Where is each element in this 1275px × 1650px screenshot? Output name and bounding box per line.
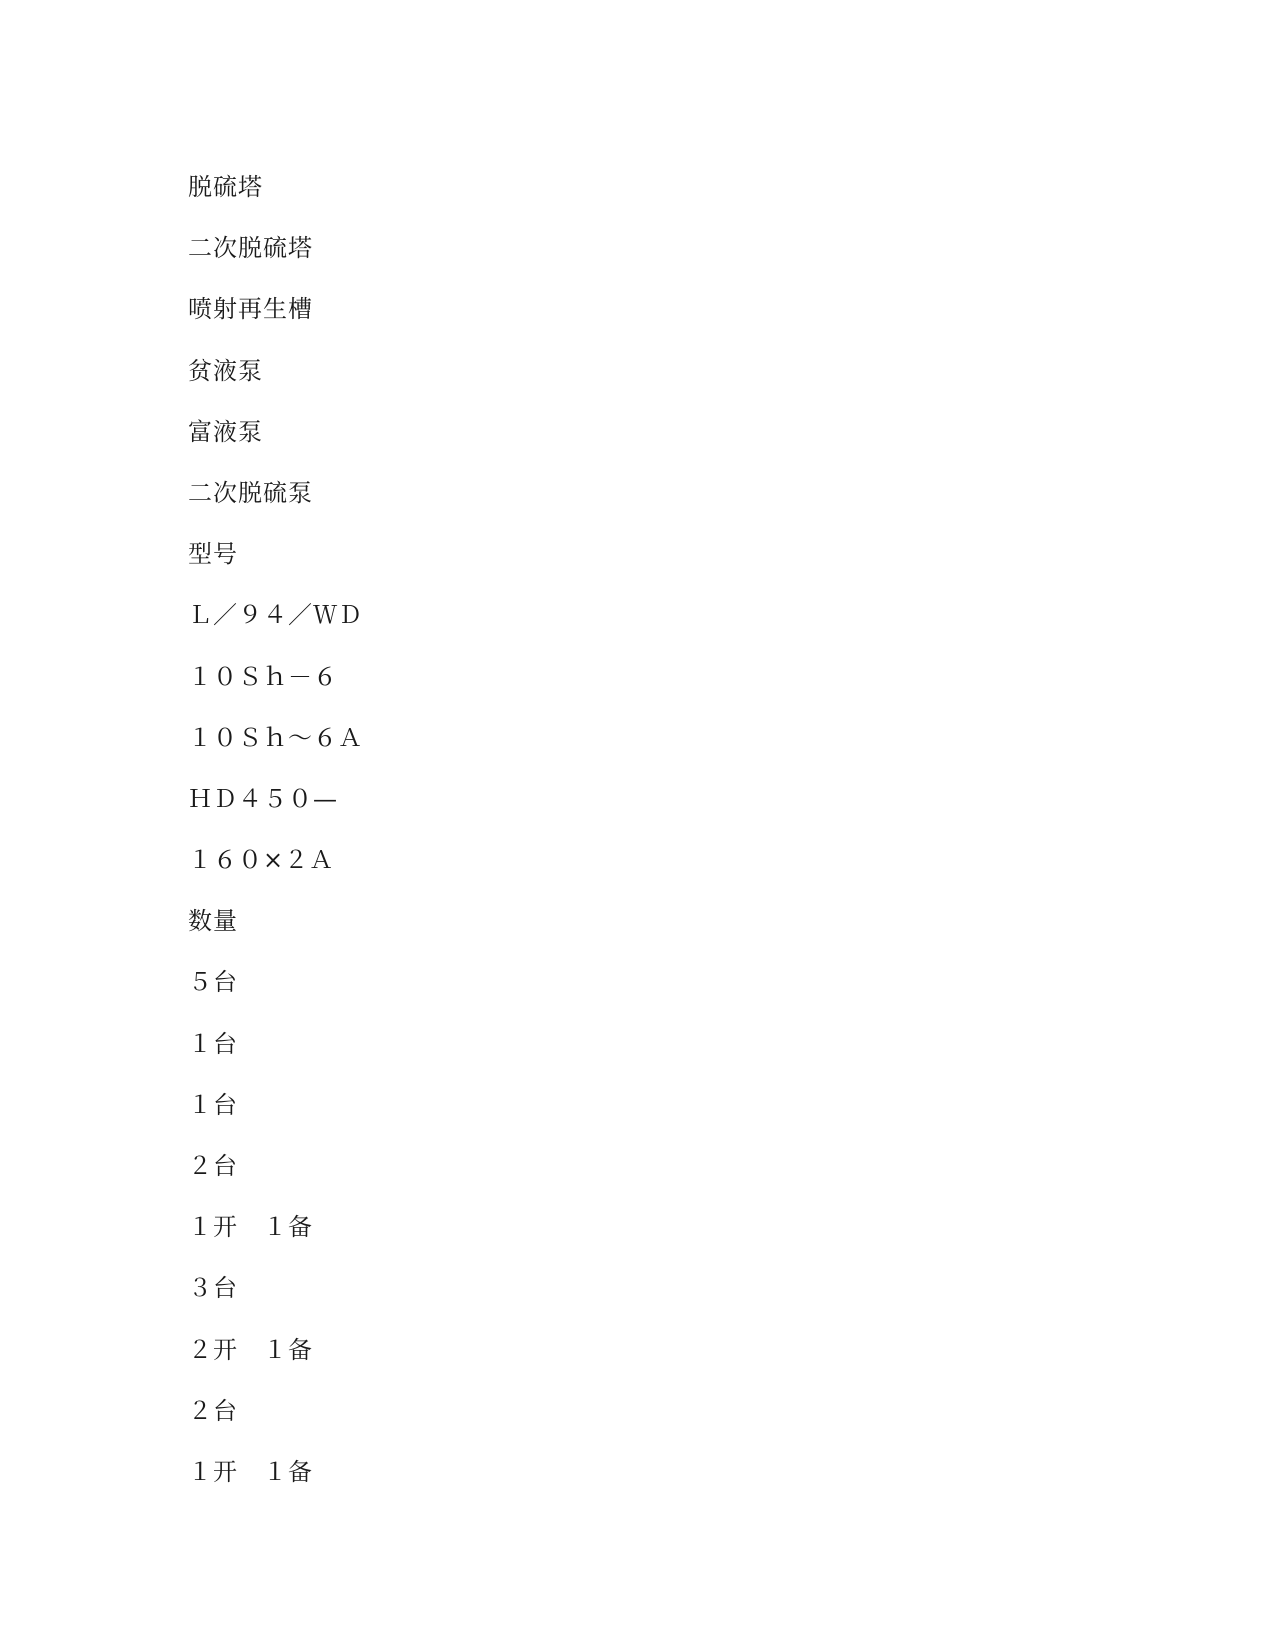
text-line: ２台	[188, 1396, 238, 1425]
text-line: 贫液泵	[188, 356, 263, 385]
text-line: １开 １备	[188, 1213, 313, 1242]
text-line: １０Ｓｈ－６	[188, 662, 338, 691]
text-lines	[188, 172, 363, 1518]
text-line: 喷射再生槽	[188, 295, 313, 324]
text-line: ２开 １备	[188, 1335, 313, 1364]
text-line: 脱硫塔	[188, 173, 263, 201]
text-line: ２台	[188, 1152, 238, 1180]
text-line: 富液泵	[188, 417, 263, 446]
text-line: １６０×２Ａ	[188, 846, 335, 875]
text-line: 二次脱硫塔	[188, 234, 313, 263]
text-line: ３台	[188, 1274, 238, 1303]
text-line: 型号	[188, 540, 238, 569]
text-line: １０Ｓｈ～６Ａ	[188, 723, 363, 752]
text-line: 数量	[188, 907, 238, 936]
text-line: １开 １备	[188, 1457, 313, 1486]
text-line: ５台	[188, 968, 238, 997]
text-line: ＨＤ４５０—	[188, 784, 338, 813]
text-line: Ｌ／９４／ＷＤ	[188, 601, 363, 630]
text-line: １台	[188, 1029, 238, 1058]
text-line: １台	[188, 1090, 238, 1119]
text-line: 二次脱硫泵	[188, 478, 313, 507]
